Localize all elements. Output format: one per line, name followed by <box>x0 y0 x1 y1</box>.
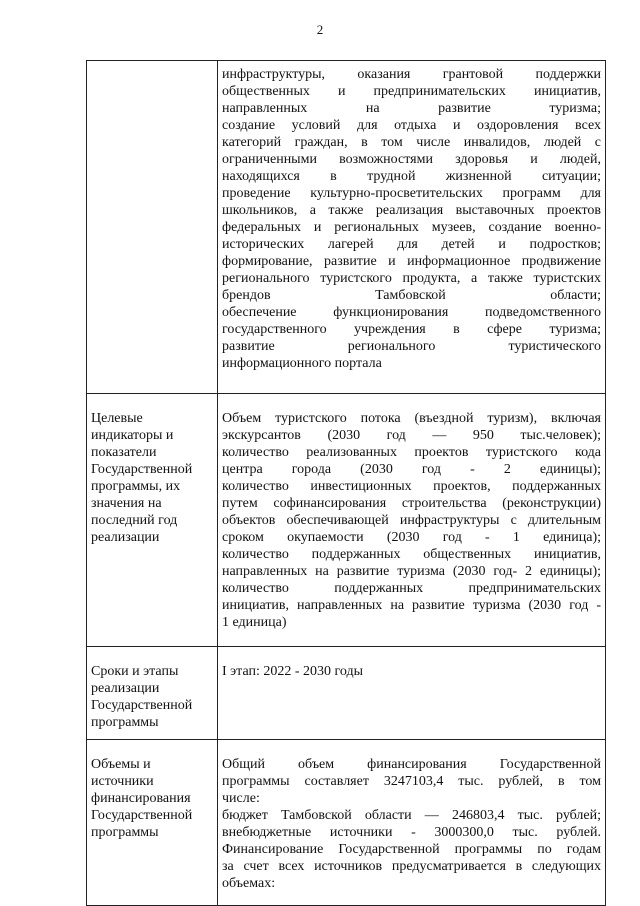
row-label-line: реализации <box>91 681 160 696</box>
row-label-line: программы, их <box>91 479 181 494</box>
row-content-line: количество инвестиционных проектов, поддержанных <box>222 479 601 494</box>
row-content-line: Объем туристского потока (въездной туризм), включая <box>222 411 601 426</box>
row-content-line: количество поддержанных общественных инициатив, <box>222 547 601 562</box>
row-content-line: развитие регионального туристического <box>222 339 601 354</box>
table-row <box>87 61 606 394</box>
row-label-line: Целевые <box>91 411 143 426</box>
row-label-cell <box>87 647 218 740</box>
row-content-line: государственного учреждения в сфере туризма; <box>222 322 601 337</box>
row-content-line: экскурсантов (2030 год — 950 тыс.человек); <box>222 428 601 443</box>
row-label-line: Государственной <box>91 462 193 477</box>
passport-table <box>86 60 606 906</box>
row-content-line: центра города (2030 год - 2 единицы); <box>222 462 601 477</box>
row-label-line: финансирования <box>91 791 191 806</box>
row-label-line: индикаторы и <box>91 428 174 443</box>
row-label-line: Государственной <box>91 808 193 823</box>
row-content-line: общественных и предпринимательских инициатив, <box>222 84 601 99</box>
table-row <box>87 647 606 740</box>
row-content-line: I этап: 2022 - 2030 годы <box>222 664 364 679</box>
row-content-line: Финансирование Государственной программы по годам <box>222 842 601 857</box>
row-content-line: бюджет Тамбовской области — 246803,4 тыс. рублей; <box>222 808 601 823</box>
row-label-cell <box>87 394 218 647</box>
row-content-line: исторических лагерей для детей и подростков; <box>222 237 601 252</box>
row-content-line: числе: <box>222 791 260 806</box>
row-label-line: значения на <box>91 496 162 511</box>
row-content-line: 1 единица) <box>222 615 287 630</box>
row-label-line: программы <box>91 715 159 730</box>
row-content-line: брендов Тамбовской области; <box>222 288 601 303</box>
row-content-line: находящихся в трудной жизненной ситуации; <box>222 169 601 184</box>
row-label-line: программы <box>91 825 159 840</box>
table-row <box>87 740 606 906</box>
page-number: 2 <box>316 22 324 37</box>
row-content-line: инициатив, направленных на развитие туризма (2030 год - <box>222 598 601 613</box>
row-content-cell <box>218 647 606 740</box>
row-content-line: федеральных и региональных музеев, создание военно- <box>222 220 601 235</box>
row-content-line: категорий граждан, в том числе инвалидов, людей с <box>222 135 601 150</box>
row-label-line: Объемы и <box>91 757 151 772</box>
row-label-cell <box>87 61 218 394</box>
row-content-line: информационного портала <box>222 356 382 371</box>
row-content-line: создание условий для отдыха и оздоровления всех <box>222 118 601 133</box>
row-content-line: регионального туристского продукта, а также туристских <box>222 271 601 286</box>
row-content-line: объектов обеспечивающей инфраструктуры с длительным <box>222 513 601 528</box>
row-content-line: за счет всех источников предусматривается в следующих <box>222 859 601 874</box>
row-content-line: Общий объем финансирования Государственной <box>222 757 601 772</box>
row-content-line: инфраструктуры, оказания грантовой поддержки <box>222 67 601 82</box>
row-content-line: путем софинансирования строительства (реконструкции) <box>222 496 601 511</box>
row-content-line: внебюджетные источники - 3000300,0 тыс. рублей. <box>222 825 601 840</box>
row-content-line: формирование, развитие и информационное продвижение <box>222 254 601 269</box>
row-content-line: программы составляет 3247103,4 тыс. рублей, в том <box>222 774 601 789</box>
row-content-line: проведение культурно-просветительских программ для <box>222 186 601 201</box>
row-label-line: реализации <box>91 530 160 545</box>
row-content-line: обеспечение функционирования подведомственного <box>222 305 601 320</box>
row-content-cell <box>218 394 606 647</box>
row-content-line: количество поддержанных предпринимательских <box>222 581 601 596</box>
row-label-line: последний год <box>91 513 178 528</box>
row-label-line: Государственной <box>91 698 193 713</box>
table-row <box>87 394 606 647</box>
row-label-line: источники <box>91 774 154 789</box>
row-content-line: направленных на развитие туризма; <box>222 101 601 116</box>
row-label-line: Сроки и этапы <box>91 664 179 679</box>
row-content-line: количество реализованных проектов туристского кода <box>222 445 601 460</box>
row-content-line: объемах: <box>222 876 276 891</box>
row-content-line: направленных на развитие туризма (2030 год- 2 единицы); <box>222 564 601 579</box>
row-content-line: сроком окупаемости (2030 год - 1 единица); <box>222 530 601 545</box>
row-label-line: показатели <box>91 445 157 460</box>
row-content-cell <box>218 61 606 394</box>
row-content-line: школьников, а также реализация выставочных проектов <box>222 203 601 218</box>
row-content-line: ограниченными возможностями здоровья и людей, <box>222 152 601 167</box>
row-label-cell <box>87 740 218 906</box>
row-content-cell <box>218 740 606 906</box>
